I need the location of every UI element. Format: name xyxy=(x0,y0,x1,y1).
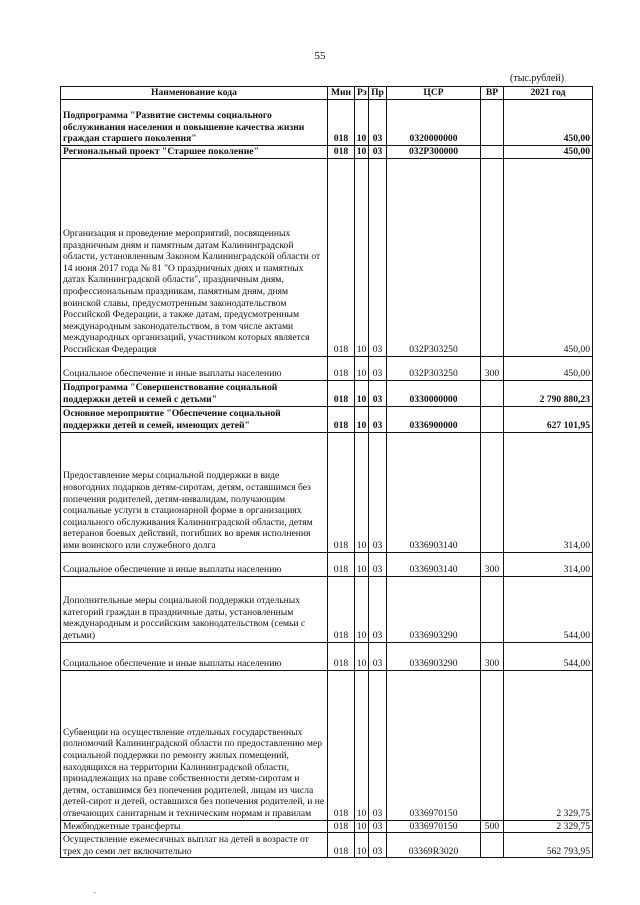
table-row xyxy=(61,146,593,159)
cell-vr xyxy=(481,406,504,432)
cell-amount: 450,00 xyxy=(504,100,593,146)
cell-amount: 314,00 xyxy=(504,552,593,576)
cell-name: Организация и проведение мероприятий, посвященных праздничным дням и памятным датам Калининградской области, установленным Законом Калининградской области от 14 июня 2017 года № 81 "О праздничных днях и памятных датах Калининградской области", праздничным дням, профессиональным праздникам, памятным дням, дням воинской славы, предусмотренным законодательством Российской Федерации, а также датам, предусмотренным международным законодательством, в том числе актами международных организаций, участником которых является Российская Федерация xyxy=(61,158,328,356)
table-row xyxy=(61,576,593,642)
cell-pr: 03 xyxy=(369,100,387,146)
cell-csr: 0330000000 xyxy=(387,380,481,406)
cell-rz: 10 xyxy=(355,406,369,432)
cell-name: Социальное обеспечение и иные выплаты населению xyxy=(61,552,328,576)
cell-vr xyxy=(481,158,504,356)
cell-rz: 10 xyxy=(355,100,369,146)
cell-min: 018 xyxy=(328,406,355,432)
table-row xyxy=(61,158,593,356)
cell-name: Межбюджетные трансферты xyxy=(61,820,328,833)
cell-csr: 032P303250 xyxy=(387,356,481,380)
cell-name: Подпрограмма "Совершенствование социальной поддержки детей и семей с детьми" xyxy=(61,380,328,406)
cell-min: 018 xyxy=(328,670,355,820)
cell-min: 018 xyxy=(328,820,355,833)
table-row xyxy=(61,552,593,576)
budget-table xyxy=(60,86,593,858)
cell-amount: 450,00 xyxy=(504,356,593,380)
cell-csr: 0336970150 xyxy=(387,670,481,820)
cell-amount: 544,00 xyxy=(504,576,593,642)
cell-min: 018 xyxy=(328,833,355,858)
cell-pr: 03 xyxy=(369,642,387,670)
cell-rz: 10 xyxy=(355,833,369,858)
col-header-year: 2021 год xyxy=(504,87,593,100)
cell-csr: 0336903290 xyxy=(387,576,481,642)
cell-name: Социальное обеспечение и иные выплаты населению xyxy=(61,356,328,380)
cell-csr: 0336903140 xyxy=(387,432,481,552)
cell-min: 018 xyxy=(328,552,355,576)
cell-vr: 300 xyxy=(481,552,504,576)
cell-vr xyxy=(481,670,504,820)
cell-name: Социальное обеспечение и иные выплаты населению xyxy=(61,642,328,670)
cell-csr: 0336903140 xyxy=(387,552,481,576)
cell-min: 018 xyxy=(328,576,355,642)
cell-name: Дополнительные меры социальной поддержки отдельных категорий граждан в праздничные даты, установленным международным и российским законодательством (семьи с детьми) xyxy=(61,576,328,642)
cell-csr: 0336900000 xyxy=(387,406,481,432)
cell-pr: 03 xyxy=(369,670,387,820)
cell-pr: 03 xyxy=(369,833,387,858)
cell-vr xyxy=(481,576,504,642)
cell-rz: 10 xyxy=(355,356,369,380)
cell-rz: 10 xyxy=(355,146,369,159)
cell-min: 018 xyxy=(328,380,355,406)
cell-min: 018 xyxy=(328,146,355,159)
cell-pr: 03 xyxy=(369,380,387,406)
cell-vr xyxy=(481,833,504,858)
cell-vr xyxy=(481,146,504,159)
cell-pr: 03 xyxy=(369,146,387,159)
cell-min: 018 xyxy=(328,642,355,670)
cell-amount: 544,00 xyxy=(504,642,593,670)
table-row xyxy=(61,833,593,858)
cell-amount: 314,00 xyxy=(504,432,593,552)
cell-min: 018 xyxy=(328,158,355,356)
cell-rz: 10 xyxy=(355,820,369,833)
units-label: (тыс.рублей) xyxy=(510,73,565,84)
cell-rz: 10 xyxy=(355,380,369,406)
cell-rz: 10 xyxy=(355,642,369,670)
cell-pr: 03 xyxy=(369,432,387,552)
col-header-name: Наименование кода xyxy=(61,87,328,100)
cell-csr: 032P300000 xyxy=(387,146,481,159)
cell-min: 018 xyxy=(328,432,355,552)
cell-csr: 032P303250 xyxy=(387,158,481,356)
cell-rz: 10 xyxy=(355,576,369,642)
cell-name: Основное мероприятие "Обеспечение социальной поддержки детей и семей, имеющих детей" xyxy=(61,406,328,432)
cell-amount: 2 329,75 xyxy=(504,670,593,820)
cell-vr xyxy=(481,380,504,406)
cell-name: Субвенции на осуществление отдельных государственных полномочий Калининградской области по предоставлению мер социальной поддержки по ремонту жилых помещений, находящихся на территории Калининградской области, принадлежащих на праве собственности детям-сиротам и детям, оставшимся без попечения родителей, лицам из числа детей-сирот и детей, оставшихся без попечения родителей, и не отвечающих санитарным и техническим нормам и правилам xyxy=(61,670,328,820)
cell-rz: 10 xyxy=(355,670,369,820)
col-header-csr: ЦСР xyxy=(387,87,481,100)
cell-amount: 450,00 xyxy=(504,158,593,356)
table-row xyxy=(61,356,593,380)
table-row xyxy=(61,642,593,670)
page-number: 55 xyxy=(314,50,326,62)
table-row xyxy=(61,820,593,833)
cell-amount: 562 793,95 xyxy=(504,833,593,858)
cell-csr: 0336903290 xyxy=(387,642,481,670)
cell-amount: 450,00 xyxy=(504,146,593,159)
cell-rz: 10 xyxy=(355,432,369,552)
cell-amount: 627 101,95 xyxy=(504,406,593,432)
cell-vr xyxy=(481,100,504,146)
cell-vr xyxy=(481,432,504,552)
cell-pr: 03 xyxy=(369,820,387,833)
cell-name: Предоставление меры социальной поддержки в виде новогодних подарков детям-сиротам, детям, оставшимся без попечения родителей, детям-инвалидам, получающим социальные услуги в стационарной форме в организациях социального обслуживания Калининградской области, детям ветеранов боевых действий, погибших во время исполнения ими воинского или служебного долга xyxy=(61,432,328,552)
table-row xyxy=(61,432,593,552)
cell-pr: 03 xyxy=(369,552,387,576)
cell-min: 018 xyxy=(328,356,355,380)
table-row xyxy=(61,380,593,406)
cell-rz: 10 xyxy=(355,552,369,576)
cell-pr: 03 xyxy=(369,158,387,356)
cell-amount: 2 790 880,23 xyxy=(504,380,593,406)
table-header-row xyxy=(61,87,593,100)
cell-min: 018 xyxy=(328,100,355,146)
col-header-vr: ВР xyxy=(481,87,504,100)
cell-name: Региональный проект "Старшее поколение" xyxy=(61,146,328,159)
cell-name: Подпрограмма "Развитие системы социального обслуживания населения и повышение качества жизни граждан старшего поколения" xyxy=(61,100,328,146)
cell-name: Осуществление ежемесячных выплат на детей в возрасте от трех до семи лет включительно xyxy=(61,833,328,858)
scan-mark: . xyxy=(94,886,96,895)
cell-pr: 03 xyxy=(369,406,387,432)
col-header-rz: Рз xyxy=(355,87,369,100)
col-header-pr: Пр xyxy=(369,87,387,100)
table-row xyxy=(61,100,593,146)
cell-rz: 10 xyxy=(355,158,369,356)
cell-pr: 03 xyxy=(369,576,387,642)
cell-vr: 500 xyxy=(481,820,504,833)
col-header-min: Мин xyxy=(328,87,355,100)
cell-csr: 0320000000 xyxy=(387,100,481,146)
cell-csr: 0336970150 xyxy=(387,820,481,833)
cell-csr: 03369R3020 xyxy=(387,833,481,858)
cell-vr: 300 xyxy=(481,642,504,670)
table-row xyxy=(61,670,593,820)
cell-pr: 03 xyxy=(369,356,387,380)
table-row xyxy=(61,406,593,432)
cell-vr: 300 xyxy=(481,356,504,380)
cell-amount: 2 329,75 xyxy=(504,820,593,833)
